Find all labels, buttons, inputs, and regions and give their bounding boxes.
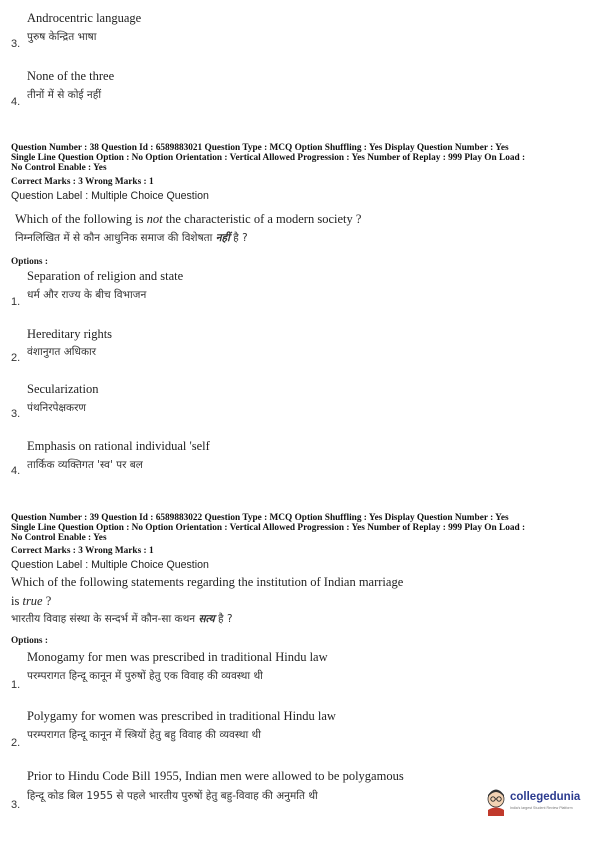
q39-meta-line-1: Question Number : 39 Question Id : 6589883022 Question Type : MCQ Option Shuffling : Yes Display Question Number : Yes	[11, 513, 509, 523]
q38-meta-line-3: No Control Enable : Yes	[11, 163, 107, 173]
q38-option-3-hi: पंथनिरपेक्षकरण	[27, 402, 86, 414]
q38-meta-line-1: Question Number : 38 Question Id : 6589883021 Question Type : MCQ Option Shuffling : Yes Display Question Number : Yes	[11, 143, 509, 153]
q39-meta-line-2: Single Line Question Option : No Option Orientation : Vertical Allowed Progression : Yes Number of Replay : 999 Play On Load :	[11, 523, 526, 533]
logo-tagline: India's largest Student Review Platform	[510, 806, 573, 810]
option-3-en: Androcentric language	[27, 11, 142, 25]
q38-option-4-en: Emphasis on rational individual 'self	[27, 439, 210, 453]
option-4-hi: तीनों में से कोई नहीं	[27, 89, 102, 101]
q39-option-3-hi: हिन्दू कोड बिल 1955 से पहले भारतीय पुरुषों हेतु बहु-विवाह की अनुमति थी	[27, 790, 318, 802]
q38-option-1-en: Separation of religion and state	[27, 269, 184, 283]
option-4-en: None of the three	[27, 69, 115, 83]
q38-option-4-number: 4.	[11, 465, 21, 477]
q38-label: Question Label : Multiple Choice Question	[11, 190, 209, 202]
option-4-number: 4.	[11, 96, 21, 108]
q39-option-1-hi: परम्परागत हिन्दू कानून में पुरुषों हेतु एक विवाह की व्यवस्था थी	[27, 670, 263, 682]
q39-option-2-number: 2.	[11, 737, 21, 749]
q38-marks: Correct Marks : 3 Wrong Marks : 1	[11, 177, 154, 187]
q39-option-3-number: 3.	[11, 799, 21, 811]
logo-name: collegedunia	[510, 791, 581, 803]
q38-question-hi: निम्नलिखित में से कौन आधुनिक समाज की विशेषता नहीं है ?	[15, 232, 248, 244]
q38-question-en: Which of the following is not the characteristic of a modern society ?	[15, 212, 362, 226]
q38-emphasis-en: not	[146, 212, 163, 226]
collegedunia-logo	[484, 786, 584, 820]
q38-option-4-hi: तार्किक व्यक्तिगत 'स्व' पर बल	[27, 459, 143, 471]
q38-option-1-hi: धर्म और राज्य के बीच विभाजन	[27, 289, 147, 301]
q38-options-heading: Options :	[11, 257, 48, 267]
q38-meta-line-2: Single Line Question Option : No Option Orientation : Vertical Allowed Progression : Yes Number of Replay : 999 Play On Load :	[11, 153, 526, 163]
student-mascot-icon	[484, 788, 508, 816]
q38-option-3-number: 3.	[11, 408, 21, 420]
q39-emphasis-hi: सत्य	[198, 613, 215, 625]
q38-option-2-number: 2.	[11, 352, 21, 364]
q39-option-1-number: 1.	[11, 679, 21, 691]
option-3-hi: पुरुष केन्द्रित भाषा	[27, 31, 97, 43]
q38-option-2-hi: वंशानुगत अधिकार	[27, 346, 97, 358]
q39-option-2-en: Polygamy for women was prescribed in traditional Hindu law	[27, 709, 336, 723]
q39-question-hi: भारतीय विवाह संस्था के सन्दर्भ में कौन-सा कथन सत्य है ?	[11, 613, 233, 625]
option-3-number: 3.	[11, 38, 21, 50]
q39-option-1-en: Monogamy for men was prescribed in traditional Hindu law	[27, 650, 328, 664]
q39-label: Question Label : Multiple Choice Question	[11, 559, 209, 571]
q38-option-3-en: Secularization	[27, 382, 99, 396]
q39-options-heading: Options :	[11, 636, 48, 646]
q38-option-1-number: 1.	[11, 296, 21, 308]
q39-question-en-line-1: Which of the following statements regarding the institution of Indian marriage	[11, 575, 404, 589]
q38-emphasis-hi: नहीं	[215, 232, 230, 244]
q39-option-3-en: Prior to Hindu Code Bill 1955, Indian men were allowed to be polygamous	[27, 769, 404, 783]
q39-marks: Correct Marks : 3 Wrong Marks : 1	[11, 546, 154, 556]
q39-meta-line-3: No Control Enable : Yes	[11, 533, 107, 543]
q39-question-en-line-2: is true ?	[11, 594, 52, 608]
q39-option-2-hi: परम्परागत हिन्दू कानून में स्त्रियों हेतु बहु विवाह की व्यवस्था थी	[27, 729, 261, 741]
q38-option-2-en: Hereditary rights	[27, 327, 113, 341]
q39-emphasis-en: true	[22, 594, 43, 608]
